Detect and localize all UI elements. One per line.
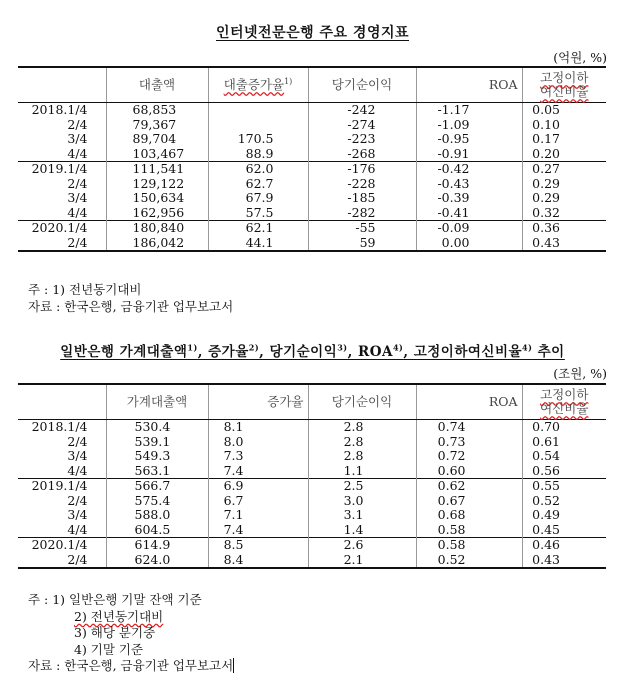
table2-note-3: 3) 해당 분기중 [74,625,156,640]
table1-cell-c3: -282 [308,206,416,221]
table1-cell-c1: 129,122 [106,177,208,192]
table1-cell-period: 2019.1/4 [18,162,106,177]
table1-cell-c2: 44.1 [208,236,308,252]
table1-cell-period: 2018.1/4 [18,103,106,118]
table2-cell-c1: 614.9 [106,538,208,553]
title-footnote-mark: 3) [337,342,348,353]
table1-cell-c1: 103,467 [106,147,208,162]
table1-cell-c2: 62.1 [208,221,308,236]
table2-cell-c3: 1.1 [308,464,416,479]
table2-cell-c3: 2.1 [308,553,416,569]
title-text-part: , 증가율 [197,344,249,360]
table1-cell-c1: 68,853 [106,103,208,118]
table1-row [18,221,606,236]
table1-row [18,177,606,192]
table1-cell-c5: 0.17 [522,132,606,147]
table1-cell-c3: -274 [308,118,416,133]
table2-cell-c1: 624.0 [106,553,208,569]
table1-cell-c3: -268 [308,147,416,162]
table2-cell-c2: 8.4 [208,553,308,569]
table1-cell-c2: 62.0 [208,162,308,177]
table2-cell-c5: 0.56 [522,464,606,479]
table2-unit: (조원, %) [553,366,607,381]
table2-row [18,538,606,553]
table2-cell-c4: 0.52 [416,553,522,569]
table2-cell-c4: 0.74 [416,420,522,435]
table1-cell-c4: -1.09 [416,118,522,133]
table1-header-loans: 대출액 [106,67,208,103]
table2-cell-period: 2018.1/4 [18,420,106,435]
table2-header-household-loans: 가계대출액 [106,384,208,420]
table2-cell-c4: 0.68 [416,508,522,523]
table2-cell-period: 4/4 [67,521,88,537]
table1-cell-c3: -223 [308,132,416,147]
table2-cell-period: 2/4 [67,433,88,449]
table2-cell-c5: 0.46 [522,538,606,553]
table2-cell-c2: 8.0 [208,435,308,450]
table2-cell-c2: 7.1 [208,508,308,523]
table1-row [18,118,606,133]
table2-cell-period: 4/4 [67,462,88,478]
table1-cell-c1: 180,840 [106,221,208,236]
table1-cell-c3: -242 [308,103,416,118]
table2-row [18,494,606,509]
table1-cell-c4: 0.00 [416,236,522,252]
table2-cell-c3: 3.1 [308,508,416,523]
table2-cell-c1: 530.4 [106,420,208,435]
table1-cell-c4: -0.41 [416,206,522,221]
table1-cell-period: 2/4 [67,116,88,132]
table1-cell-period: 4/4 [67,204,88,220]
table2-row [18,464,606,479]
table1-cell-c4: -0.91 [416,147,522,162]
table1-cell-c4: -0.39 [416,191,522,206]
table2-cell-c5: 0.43 [522,553,606,569]
table2-cell-period: 3/4 [67,507,88,523]
table1-cell-c1: 89,704 [106,132,208,147]
table2-cell-c5: 0.52 [522,494,606,509]
table2-cell-c2: 7.4 [208,523,308,538]
table2-cell-c4: 0.72 [416,449,522,464]
table1-cell-c5: 0.27 [522,162,606,177]
table1-cell-c2 [208,118,308,133]
table2-note-1: 주 : 1) 일반은행 기말 잔액 기준 [28,592,202,607]
table2-cell-c4: 0.58 [416,538,522,553]
table2-cell-period: 2020.1/4 [18,538,106,553]
table2-note-4: 4) 기말 기준 [74,641,144,657]
table2-title [0,340,625,360]
table1-cell-period: 2020.1/4 [18,221,106,236]
table1-cell-c5: 0.29 [522,191,606,206]
table2-cell-c1: 575.4 [106,494,208,509]
table1-row [18,103,606,118]
table2 [18,383,606,569]
table2-cell-c5: 0.49 [522,508,606,523]
table1-row [18,162,606,177]
table2-cell-period: 2019.1/4 [18,479,106,494]
table1-row [18,191,606,206]
table2-row [18,553,606,569]
table1-cell-c1: 79,367 [106,118,208,133]
table1-cell-c1: 150,634 [106,191,208,206]
table1 [18,66,606,252]
table1-cell-period: 2/4 [18,236,106,252]
table2-note-2: 2) 전년동기대비 [74,608,164,624]
table2-cell-c5: 0.54 [522,449,606,464]
table2-cell-c2: 7.3 [208,449,308,464]
table1-cell-c5: 0.36 [522,221,606,236]
table2-row [18,479,606,494]
table2-cell-c2: 6.7 [208,494,308,509]
table1-header-row [18,67,606,103]
table1-header-npl-ratio: 고정이하 여신비율 [522,67,606,103]
table1-unit: (억원, %) [553,50,607,65]
table2-cell-period: 2/4 [18,553,106,569]
table1-cell-c4: -0.09 [416,221,522,236]
table1-cell-c2 [208,103,308,118]
table1-cell-period: 2/4 [67,175,88,191]
table2-cell-c3: 2.8 [308,435,416,450]
title-footnote-mark: 4) [392,342,404,353]
title-footnote-mark: 2) [248,342,260,353]
table1-header-net-income: 당기순이익 [308,67,416,103]
table1-header-roa: ROA [416,67,522,103]
table2-cell-c2: 8.5 [208,538,308,553]
table2-cell-c1: 539.1 [106,435,208,450]
table1-cell-c2: 62.7 [208,177,308,192]
table2-row [18,508,606,523]
table1-cell-c4: -0.42 [416,162,522,177]
table2-cell-c1: 566.7 [106,479,208,494]
table2-cell-period: 3/4 [67,448,88,464]
table2-cell-c4: 0.62 [416,479,522,494]
table1-body [18,103,606,252]
table2-cell-period: 2/4 [67,492,88,508]
table1-cell-c3: 59 [308,236,416,252]
table1-row [18,147,606,162]
table1-header-loan-growth: 대출증가율$^{1)}$ [208,67,308,103]
table1-cell-c5: 0.29 [522,177,606,192]
table1-cell-c4: -1.17 [416,103,522,118]
table1-cell-c1: 186,042 [106,236,208,252]
table2-header-period [18,384,106,420]
table2-cell-c1: 604.5 [106,523,208,538]
table2-source: 자료 : 한국은행, 금융기관 업무보고서 [28,658,234,673]
table2-cell-c5: 0.45 [522,523,606,538]
table1-cell-c2: 57.5 [208,206,308,221]
table1-cell-c5: 0.05 [522,103,606,118]
table2-cell-c1: 549.3 [106,449,208,464]
title-footnote-mark: 1) [187,342,198,353]
table1-cell-c5: 0.10 [522,118,606,133]
table2-cell-c4: 0.60 [416,464,522,479]
table1-cell-c3: -176 [308,162,416,177]
table2-cell-c5: 0.55 [522,479,606,494]
table2-header-net-income: 당기순이익 [308,384,416,420]
table2-row [18,435,606,450]
table1-cell-period: 4/4 [67,145,88,161]
table2-cell-c3: 3.0 [308,494,416,509]
table1-cell-c3: -55 [308,221,416,236]
table2-row [18,523,606,538]
table1-row [18,236,606,252]
table2-cell-c3: 2.8 [308,420,416,435]
table2-cell-c2: 8.1 [208,420,308,435]
table1-source: 자료 : 한국은행, 금융기관 업무보고서 [28,298,234,314]
table1-note-1: 주 : 1) 전년동기대비 [28,282,142,297]
table2-cell-c3: 2.6 [308,538,416,553]
table2-header-roa: ROA [416,384,522,420]
table1-row [18,132,606,147]
title-text-part: 일반은행 가계대출액 [60,344,188,360]
title-text-part: , ROA [347,344,393,360]
table2-cell-c4: 0.58 [416,523,522,538]
table2-cell-c3: 2.5 [308,479,416,494]
table1-cell-c5: 0.32 [522,206,606,221]
table1-cell-c4: -0.95 [416,132,522,147]
title-text-part: , 고정이하여신비율 [403,344,523,360]
table1-cell-c2: 170.5 [208,132,308,147]
table2-header-row [18,384,606,420]
table2-cell-c1: 588.0 [106,508,208,523]
table1-cell-c3: -185 [308,191,416,206]
table1-cell-c2: 88.9 [208,147,308,162]
table1-title: 인터넷전문은행 주요 경영지표 [215,25,410,41]
table2-header-growth: 증가율 [208,384,308,420]
title-text-part: , 당기순이익 [259,344,338,360]
table1-cell-c5: 0.43 [522,236,606,252]
table1-cell-c2: 67.9 [208,191,308,206]
table2-cell-c4: 0.67 [416,494,522,509]
table2-cell-c3: 2.8 [308,449,416,464]
table2-row [18,420,606,435]
table2-body [18,420,606,569]
table1-cell-period: 3/4 [67,131,88,147]
table2-cell-c1: 563.1 [106,464,208,479]
table2-cell-c2: 7.4 [208,464,308,479]
title-footnote-mark: 4) [522,342,533,353]
table2-cell-c3: 1.4 [308,523,416,538]
title-text-part: 추이 [532,344,565,360]
table1-cell-c5: 0.20 [522,147,606,162]
table2-row [18,449,606,464]
table1-notes [28,282,233,315]
table1-cell-c3: -228 [308,177,416,192]
table2-cell-c5: 0.70 [522,420,606,435]
table2-cell-c2: 6.9 [208,479,308,494]
table2-cell-c5: 0.61 [522,435,606,450]
table2-notes [28,592,234,675]
table1-header-period [18,67,106,103]
table1-cell-c1: 162,956 [106,206,208,221]
table1-cell-period: 3/4 [67,190,88,206]
table2-header-npl-ratio: 고정이하 여신비율 [522,384,606,420]
table2-cell-c4: 0.73 [416,435,522,450]
table1-cell-c4: -0.43 [416,177,522,192]
table1-row [18,206,606,221]
table1-cell-c1: 111,541 [106,162,208,177]
